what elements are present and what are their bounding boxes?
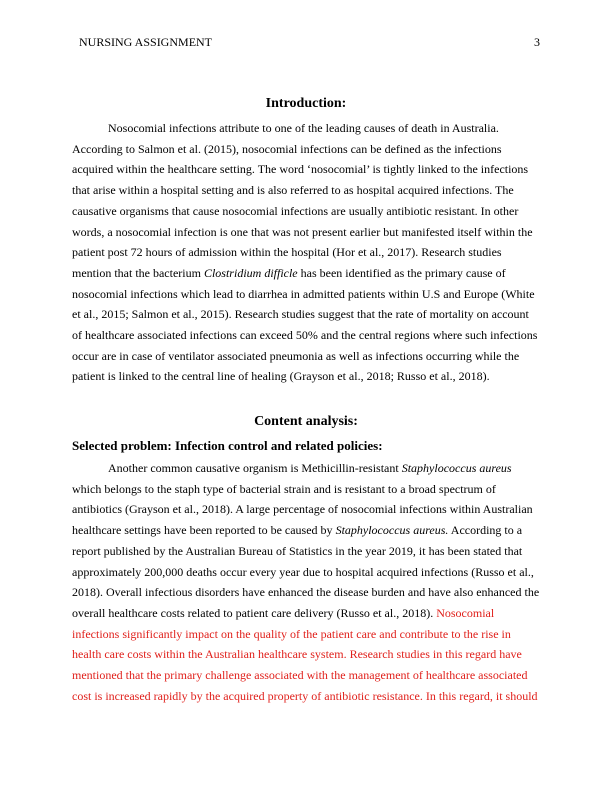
content-italic-organism: Staphylococcus aureus — [401, 461, 512, 475]
content-subheading: Selected problem: Infection control and related policies: — [72, 438, 383, 453]
content-paragraph — [72, 458, 540, 706]
page-number: 3 — [534, 35, 540, 49]
running-header — [79, 35, 540, 51]
intro-italic-organism: Clostridium difficle — [203, 265, 298, 280]
intro-text-end: has been identified as the primary cause of nosocomial infections which lead to diarrhea in admitted patients within U.S and Europe (White et al., 2015; Salmon et al., 2015). Research studies suggest that the rate of mortality on account of healthcare associated infections can exceed 50% and the central regions where such infections occur are in case of ventilator associated pneumonia as well as infections occurring while the patient is linked to the central line of healing (Grayson et al., 2018; Russo et al., 2018). — [72, 265, 538, 384]
header-title: NURSING ASSIGNMENT — [79, 35, 213, 49]
content-text-a: Another common causative organism is Methicillin-resistant — [108, 461, 402, 475]
highlighted-red-text: Nosocomial infections significantly impact on the quality of the patient care and contribute to the rise in health care costs within the Australian healthcare system. Research studies in this regard have mentioned that the primary challenge associated with the management of healthcare associated cost is increased rapidly by the acquired property of antibiotic resistance. In this regard, it should — [72, 605, 538, 703]
intro-text: Nosocomial infections attribute to one of the leading causes of death in Australia. According to Salmon et al. (2015), nosocomial infections can be defined as the infections acquired within the healthcare setting. The word ‘nosocomial’ is tightly linked to the infections that arise within a hospital setting and is also referred to as hospital acquired infections. The causative organisms that cause nosocomial infections are usually antibiotic resistant. In other words, a nosocomial infection is one that was not present earlier but manifested itself within the patient post 72 hours of admission within the hospital (Hor et al., 2017). Research studies mention that the bacterium — [72, 121, 533, 280]
content-text-b: which belongs to the staph type of bacterial strain and is resistant to a broad spectrum of antibiotics (Grayson et al., 2018). A large percentage of nosocomial infections within Australian healthcare settings have been reported to be caused by — [72, 481, 533, 538]
content-text-c: According to a report published by the Australian Bureau of Statistics in the year 2019, it has been stated that approximately 200,000 deaths occur every year due to hospital acquired infections (Russo et al., 2018). Overall infectious disorders have enhanced the disease burden and have also enhanced the overall healthcare costs related to patient care delivery (Russo et al., 2018). — [72, 523, 540, 620]
content-italic-organism-2: Staphylococcus aureus. — [335, 523, 449, 538]
content-heading: Content analysis: — [254, 414, 358, 429]
intro-paragraph — [72, 118, 540, 387]
intro-heading: Introduction: — [265, 96, 347, 111]
